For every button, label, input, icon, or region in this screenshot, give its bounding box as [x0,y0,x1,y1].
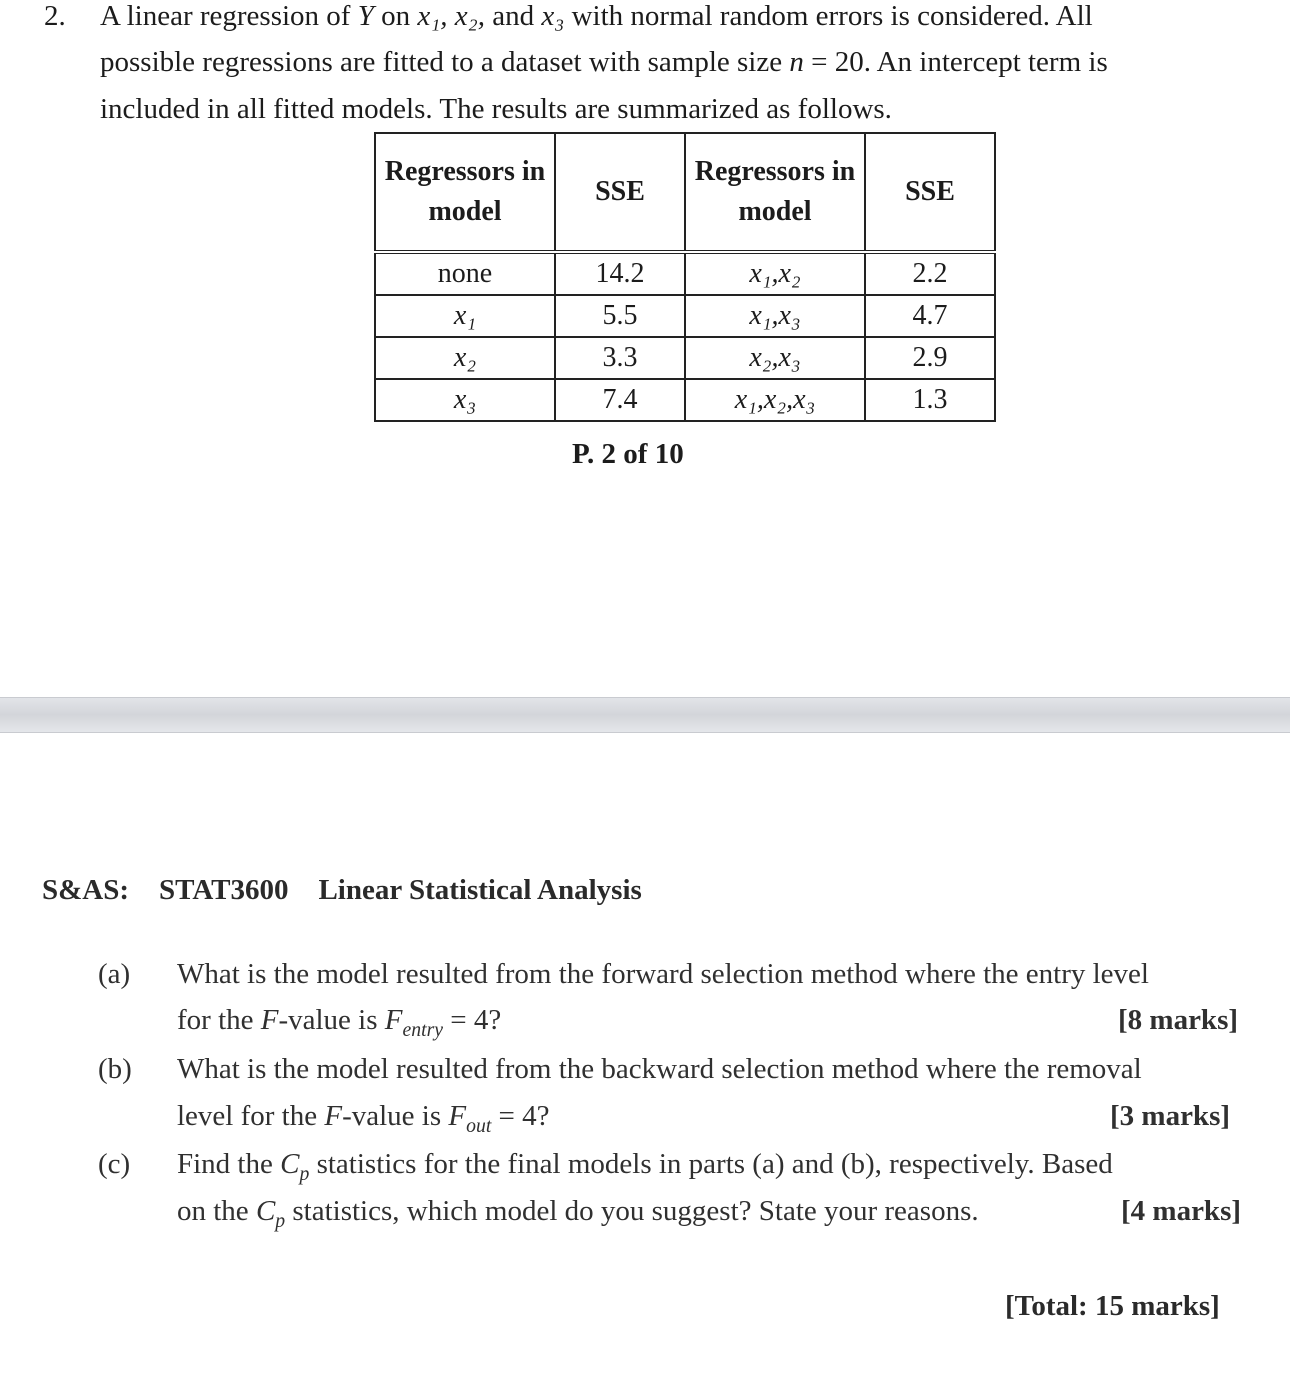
part-text: -value is [278,1004,385,1036]
table-row [375,337,995,379]
cp-symbol: C [280,1148,300,1180]
part-a-line-1: What is the model resulted from the forward selection method where the entry level [177,958,1149,990]
f-out-subscript: out [466,1114,492,1137]
q-text: with normal random errors is considered. All [564,0,1093,32]
right-sse-cell: 2.9 [865,337,995,379]
q-var-x3: x₃ [541,0,565,32]
part-b-line-2 [177,1100,550,1138]
course-header [42,874,672,907]
question-line-3: included in all fitted models. The results are summarized as follows. [100,93,892,125]
header-regressors-right: Regressors in model [685,133,865,252]
faculty-label: S&AS: [42,874,130,906]
cp-subscript: p [299,1162,310,1185]
part-c-line-1 [177,1148,1113,1186]
left-sse-cell: 14.2 [555,252,685,295]
table-header-row [375,133,995,252]
part-text: statistics, which model do you suggest? State your reasons. [285,1195,979,1227]
part-text: for the [177,1004,261,1036]
right-sse-cell: 1.3 [865,379,995,421]
course-title: Linear Statistical Analysis [318,874,642,906]
question-number: 2. [44,0,66,32]
q-text: possible regressions are fitted to a dataset with sample size [100,46,790,78]
part-b-line-1: What is the model resulted from the backward selection method where the removal [177,1053,1142,1085]
q-vars: x₁, x₂, [417,0,486,32]
header-sse-left: SSE [555,133,685,252]
f-symbol: F [260,1004,279,1036]
left-model-cell: x₁ [375,295,555,337]
cp-symbol: C [255,1195,276,1227]
course-code: STAT3600 [159,874,289,906]
part-c-label: (c) [98,1148,131,1180]
part-c-marks: [4 marks] [1121,1195,1242,1227]
left-sse-cell: 3.3 [555,337,685,379]
f-entry-symbol: F [384,1004,403,1036]
part-text: level for the [177,1100,325,1132]
q-text: A linear regression of [100,0,358,32]
cp-subscript: p [275,1209,286,1232]
header-sse-right: SSE [865,133,995,252]
total-marks: [Total: 15 marks] [1005,1290,1220,1322]
q-text: = 20. An intercept term is [803,46,1108,78]
left-model-cell: none [375,252,555,295]
part-c-line-2 [177,1195,979,1233]
part-text: Find the [177,1148,281,1180]
right-model-cell: x₂,x₃ [685,337,865,379]
part-text: = 4? [442,1004,502,1036]
right-sse-cell: 4.7 [865,295,995,337]
question-line-2 [100,46,1108,79]
part-text: = 4? [491,1100,550,1132]
header-regressors-left: Regressors in model [375,133,555,252]
table-row [375,295,995,337]
q-text: on [373,0,418,32]
table-row [375,379,995,421]
part-text: on the [177,1195,256,1227]
f-symbol: F [324,1100,343,1132]
f-out-symbol: F [448,1100,467,1132]
q-var-y: Y [357,0,374,32]
page-break-divider [0,697,1290,733]
left-model-cell: x₂ [375,337,555,379]
q-var-n: n [789,46,804,78]
part-a-marks: [8 marks] [1118,1004,1239,1036]
question-line-1 [100,0,1093,33]
sse-table [374,132,996,422]
page-number: P. 2 of 10 [572,438,684,470]
table-row [375,252,995,295]
left-sse-cell: 5.5 [555,295,685,337]
part-text: -value is [342,1100,449,1132]
part-b-marks: [3 marks] [1110,1100,1231,1132]
part-b-label: (b) [98,1053,132,1085]
right-model-cell: x₁,x₂ [685,252,865,295]
right-sse-cell: 2.2 [865,252,995,295]
right-model-cell: x₁,x₃ [685,295,865,337]
q-text: and [485,0,542,32]
left-model-cell: x₃ [375,379,555,421]
right-model-cell: x₁,x₂,x₃ [685,379,865,421]
f-entry-subscript: entry [402,1018,443,1041]
part-a-label: (a) [98,958,131,990]
part-text: statistics for the final models in parts (a) and (b), respectively. Based [309,1148,1113,1180]
left-sse-cell: 7.4 [555,379,685,421]
part-a-line-2 [177,1004,501,1042]
